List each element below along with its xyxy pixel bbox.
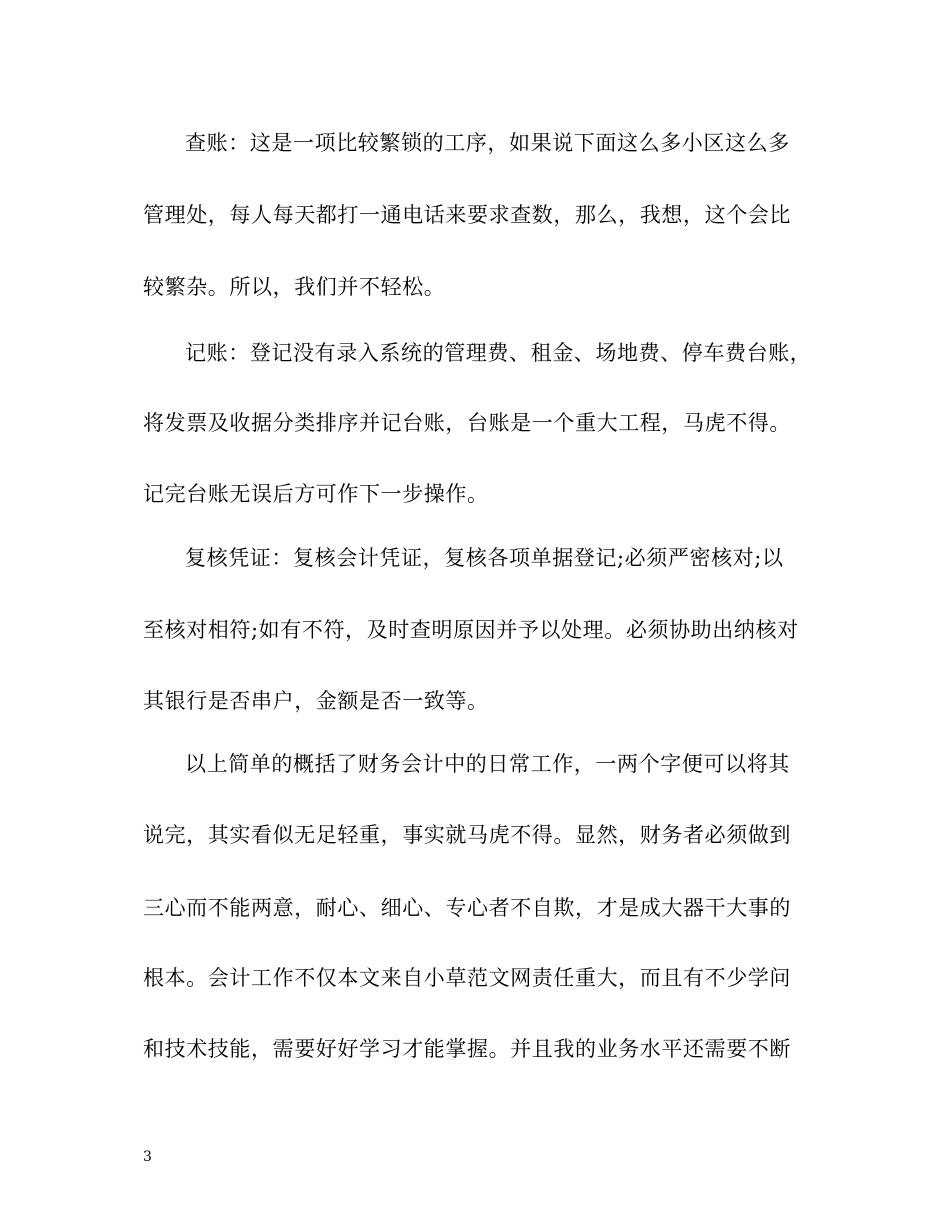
paragraph-line: 至核对相符;如有不符，及时查明原因并予以处理。必须协助出纳核对: [143, 618, 799, 642]
paragraph-line: 其银行是否串户，金额是否一致等。: [143, 689, 489, 713]
paragraph-line: 管理处，每人每天都打一通电话来要求查数，那么，我想，这个会比: [143, 203, 791, 227]
paragraph-line: 查账：这是一项比较繁锁的工序，如果说下面这么多小区这么多: [185, 131, 790, 155]
paragraph-line: 将发票及收据分类排序并记台账，台账是一个重大工程，马虎不得。: [143, 411, 791, 435]
paragraph-line: 记完台账无误后方可作下一步操作。: [143, 482, 489, 506]
paragraph-line: 根本。会计工作不仅本文来自小草范文网责任重大，而且有不少学问: [143, 966, 791, 990]
paragraph-line: 较繁杂。所以，我们并不轻松。: [143, 275, 446, 299]
paragraph-line: 说完，其实看似无足轻重，事实就马虎不得。显然，财务者必须做到: [143, 823, 791, 847]
paragraph-line: 记账：登记没有录入系统的管理费、租金、场地费、停车费台账，: [185, 341, 812, 365]
paragraph-line: 复核凭证：复核会计凭证，复核各项单据登记;必须严密核对;以: [185, 546, 784, 570]
paragraph-line: 和技术技能，需要好好学习才能掌握。并且我的业务水平还需要不断: [143, 1037, 791, 1061]
page-number: 3: [143, 1149, 152, 1165]
paragraph-line: 三心而不能两意，耐心、细心、专心者不自欺，才是成大器干大事的: [143, 896, 791, 920]
paragraph-line: 以上简单的概括了财务会计中的日常工作，一两个字便可以将其: [185, 752, 790, 776]
